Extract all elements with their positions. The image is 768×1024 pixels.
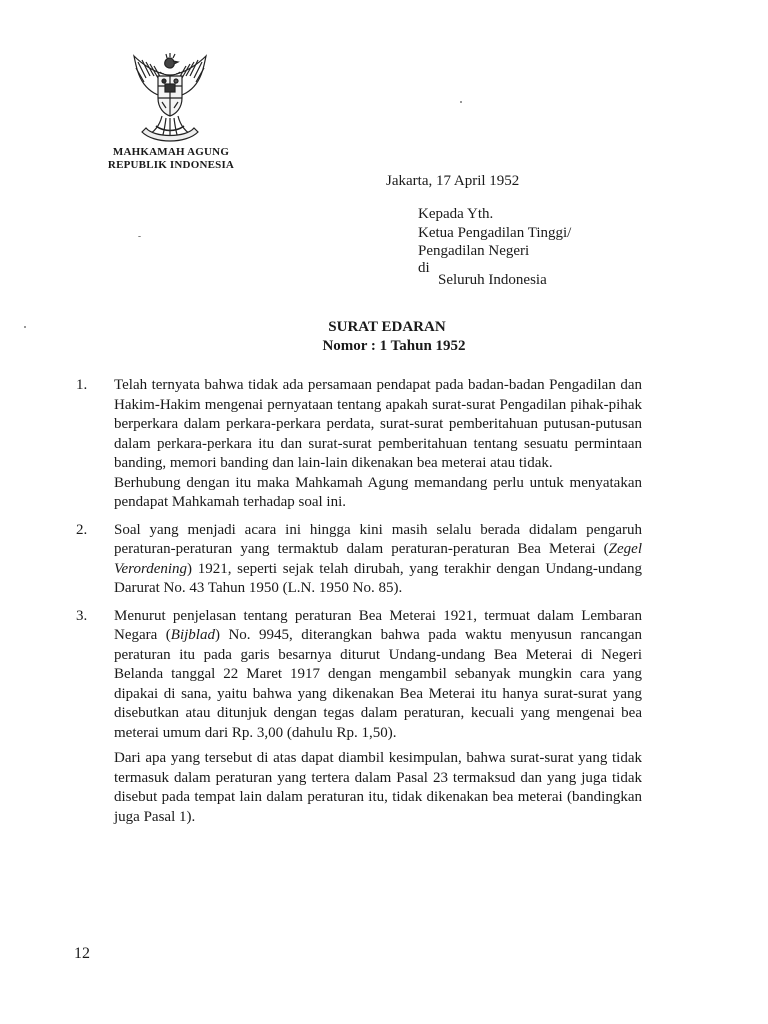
item-paragraph	[114, 607, 642, 744]
institution-name	[96, 146, 246, 172]
title-number: Nomor : 1 Tahun 1952	[322, 338, 466, 354]
addressee-salutation: Kepada Yth.	[418, 206, 494, 222]
item-text	[114, 376, 642, 513]
addressee-di: di	[418, 259, 430, 276]
page-number: 12	[74, 945, 90, 962]
addressee-block	[418, 205, 571, 289]
item-paragraph	[114, 521, 642, 599]
title-heading: SURAT EDARAN	[328, 319, 446, 335]
item-text-run: Menurut penjelasan tentang peraturan Bea Meterai 1921, termuat dalam Lembaran Negara (	[114, 607, 642, 643]
scan-speck	[460, 101, 462, 103]
item-paragraph: Dari apa yang tersebut di atas dapat diambil kesimpulan, bahwa surat-surat yang tidak termasuk dalam peraturan yang tertera dalam Pasal 23 termaksud dan yang juga tidak disebut pada tempat lain dalam peraturan itu, tidak dikenakan bea meterai (bandingkan juga Pasal 1).	[114, 750, 642, 825]
item-text-italic: Bijblad	[170, 627, 215, 643]
scan-speck	[138, 236, 141, 237]
item-number: 1.	[76, 377, 88, 393]
institution-line-2: REPUBLIK INDONESIA	[107, 159, 235, 171]
scan-speck	[24, 326, 26, 328]
list-item	[76, 376, 642, 513]
garuda-emblem-icon	[120, 52, 220, 144]
item-paragraph: Telah ternyata bahwa tidak ada persamaan pendapat pada badan-badan Pengadilan dan Hakim-Hakim mengenai pernyataan tentang apakah surat-surat Pengadilan pihak-pihak berperkara dalam perkara-perkara perdata, surat-surat pemberitahuan putusan-putusan dalam perkara-perkara itu dan surat-surat pemberitahuan tentang sesuatu permintaan banding, memori banding dan lain-lain dikenakan bea meterai atau tidak.	[114, 377, 642, 471]
item-text	[114, 607, 642, 828]
item-number: 2.	[76, 521, 88, 538]
place-and-date: Jakarta, 17 April 1952	[386, 173, 520, 189]
item-paragraph: Berhubung dengan itu maka Mahkamah Agung memandang perlu untuk menyatakan pendapat Mahkamah terhadap soal ini.	[114, 474, 642, 510]
institution-line-1: MAHKAMAH AGUNG	[112, 146, 230, 158]
item-number: 3.	[76, 607, 88, 624]
addressee-line-1: Ketua Pengadilan Tinggi/	[418, 224, 572, 241]
addressee-region: Seluruh Indonesia	[438, 271, 547, 288]
item-text-run: ) 1921, seperti sejak telah dirubah, yang terakhir dengan Undang-undang Darurat No. 43 Tahun 1950 (L.N. 1950 No. 85).	[114, 560, 642, 596]
list-item	[76, 521, 642, 599]
item-text-run: Soal yang menjadi acara ini hingga kini masih selalu berada didalam pengaruh peraturan-peraturan yang termaktub dalam peraturan-peraturan Bea Meterai (	[114, 521, 642, 557]
addressee-line-2: Pengadilan Negeri	[418, 243, 530, 259]
item-text-italic: Zegel Verordening	[114, 541, 642, 577]
list-item	[76, 607, 642, 828]
item-text	[114, 521, 642, 599]
document-title	[0, 318, 768, 356]
item-text-run: ) No. 9945, diterangkan bahwa pada waktu menyusun rancangan peraturan itu pada garis besarnya diturut Undang-undang Bea Meterai di Negeri Belanda tanggal 22 Maret 1917 dengan mengambil sebanyak mungkin cara yang dipakai di sana, yaitu bahwa yang dikenakan Bea Meterai itu hanya surat-surat yang disebutkan atau ditunjuk dengan tegas dalam peraturan, kecuali yang mengenai bea meterai umum dari Rp. 3,00 (dahulu Rp. 1,50).	[114, 627, 642, 741]
document-body	[76, 376, 642, 835]
